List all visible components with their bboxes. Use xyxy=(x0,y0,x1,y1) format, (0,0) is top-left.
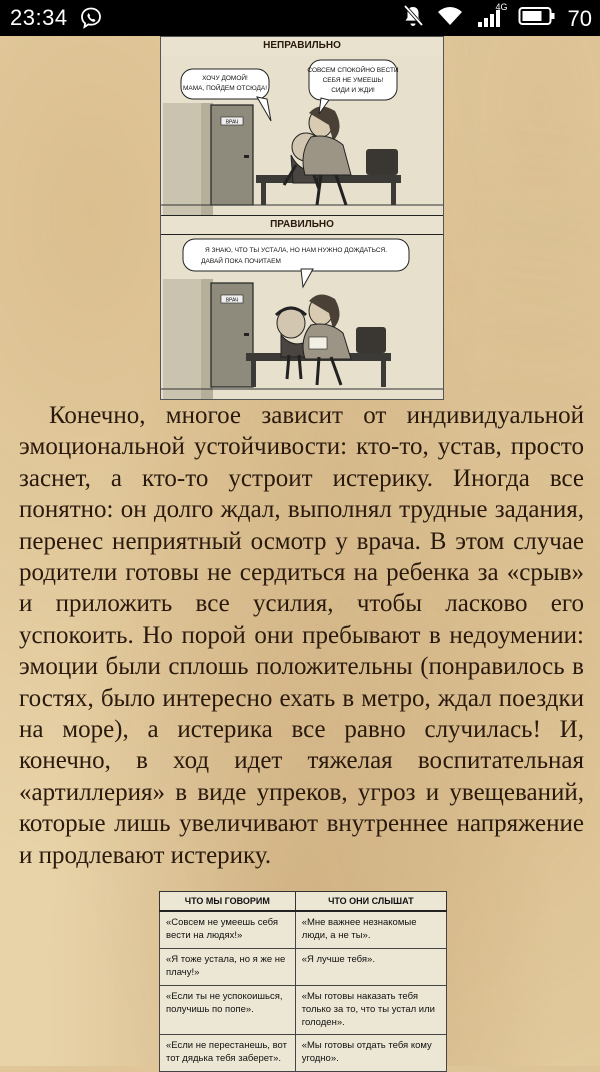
panel-right-art xyxy=(161,235,443,399)
table-row xyxy=(160,986,447,1035)
network-type-label: 4G xyxy=(495,2,508,12)
column-header-hear: ЧТО ОНИ СЛЫШАТ xyxy=(295,892,446,912)
child-bubble-line-2: МАМА, ПОЙДЕМ ОТСЮДА! xyxy=(182,85,268,92)
what-we-say-table xyxy=(159,891,447,1072)
parent-bubble-right-line-2: ДАВАЙ ПОКА ПОЧИТАЕМ xyxy=(201,258,281,265)
table-row xyxy=(160,949,447,986)
table-cell: «Если ты не успокоишься, получишь по попе». xyxy=(160,986,296,1035)
column-header-say: ЧТО МЫ ГОВОРИМ xyxy=(160,892,296,912)
table-header-row xyxy=(160,892,447,912)
table-cell: «Если не перестанешь, вот тот дядька тебя заберет». xyxy=(160,1035,296,1072)
table-cell: «Мы готовы наказать тебя только за то, что ты устал или голоден». xyxy=(295,986,446,1035)
table-cell: «Мне важнее незнакомые люди, а не ты». xyxy=(295,911,446,949)
door-sign-right: ВРАЧ xyxy=(225,297,239,304)
parent-bubble-line-2: СЕБЯ НЕ УМЕЕШЬ! xyxy=(322,77,384,84)
parent-bubble-line-1: СОВСЕМ СПОКОЙНО ВЕСТИ xyxy=(307,67,399,74)
table-cell: «Я тоже устала, но я же не плачу!» xyxy=(160,949,296,986)
battery-icon xyxy=(518,5,556,32)
wifi-icon xyxy=(436,5,464,32)
panel-title-right: ПРАВИЛЬНО xyxy=(161,215,443,235)
table-cell: «Я лучше тебя». xyxy=(295,949,446,986)
status-time: 23:34 xyxy=(10,5,68,30)
parent-bubble-line-3: СИДИ И ЖДИ! xyxy=(331,87,375,94)
panel-title-wrong: НЕПРАВИЛЬНО xyxy=(161,37,443,56)
door-sign: ВРАЧ xyxy=(225,119,239,126)
status-bar xyxy=(0,0,600,36)
battery-percent: 70 xyxy=(567,5,592,31)
table-cell: «Мы готовы отдать тебя кому угодно». xyxy=(295,1035,446,1072)
comic-illustration xyxy=(160,36,444,400)
status-icons xyxy=(402,4,592,33)
paragraph: Конечно, многое зависит от индивидуальной эмоциональной устойчивости: кто-то, устав, просто заснет, а кто-то устроит истерику. Иногда все понятно: он долго ждал, выполнял трудные задания, перенес неприятный осмотр у врача. В этом случае родители готовы не сердиться на ребенка за «срыв» и приложить все усилия, чтобы ласково его успокоить. Но порой они пребывают в недоумении: эмоции были сплошь положительны (понравилось в гостях, было интересно ехать в метро, ждал поездки на море), а истерика все равно случилась! И, конечно, в ход идет тяжелая воспитательная «артиллерия» в виде упреков, угроз и увещеваний, которые лишь увеличивают внутреннее напряжение и продлевают истерику. xyxy=(19,402,584,869)
table-cell: «Совсем не умеешь себя вести на людях!» xyxy=(160,911,296,949)
notifications-muted-icon xyxy=(402,4,424,33)
child-bubble-line-1: ХОЧУ ДОМОЙ! xyxy=(202,75,248,82)
signal-icon xyxy=(476,4,506,33)
table-row xyxy=(160,911,447,949)
viber-icon xyxy=(80,7,102,34)
book-text xyxy=(19,400,584,871)
panel-wrong-art xyxy=(161,55,443,215)
parent-bubble-right-line-1: Я ЗНАЮ, ЧТО ТЫ УСТАЛА, НО НАМ НУЖНО ДОЖДАТЬСЯ. xyxy=(204,247,388,254)
